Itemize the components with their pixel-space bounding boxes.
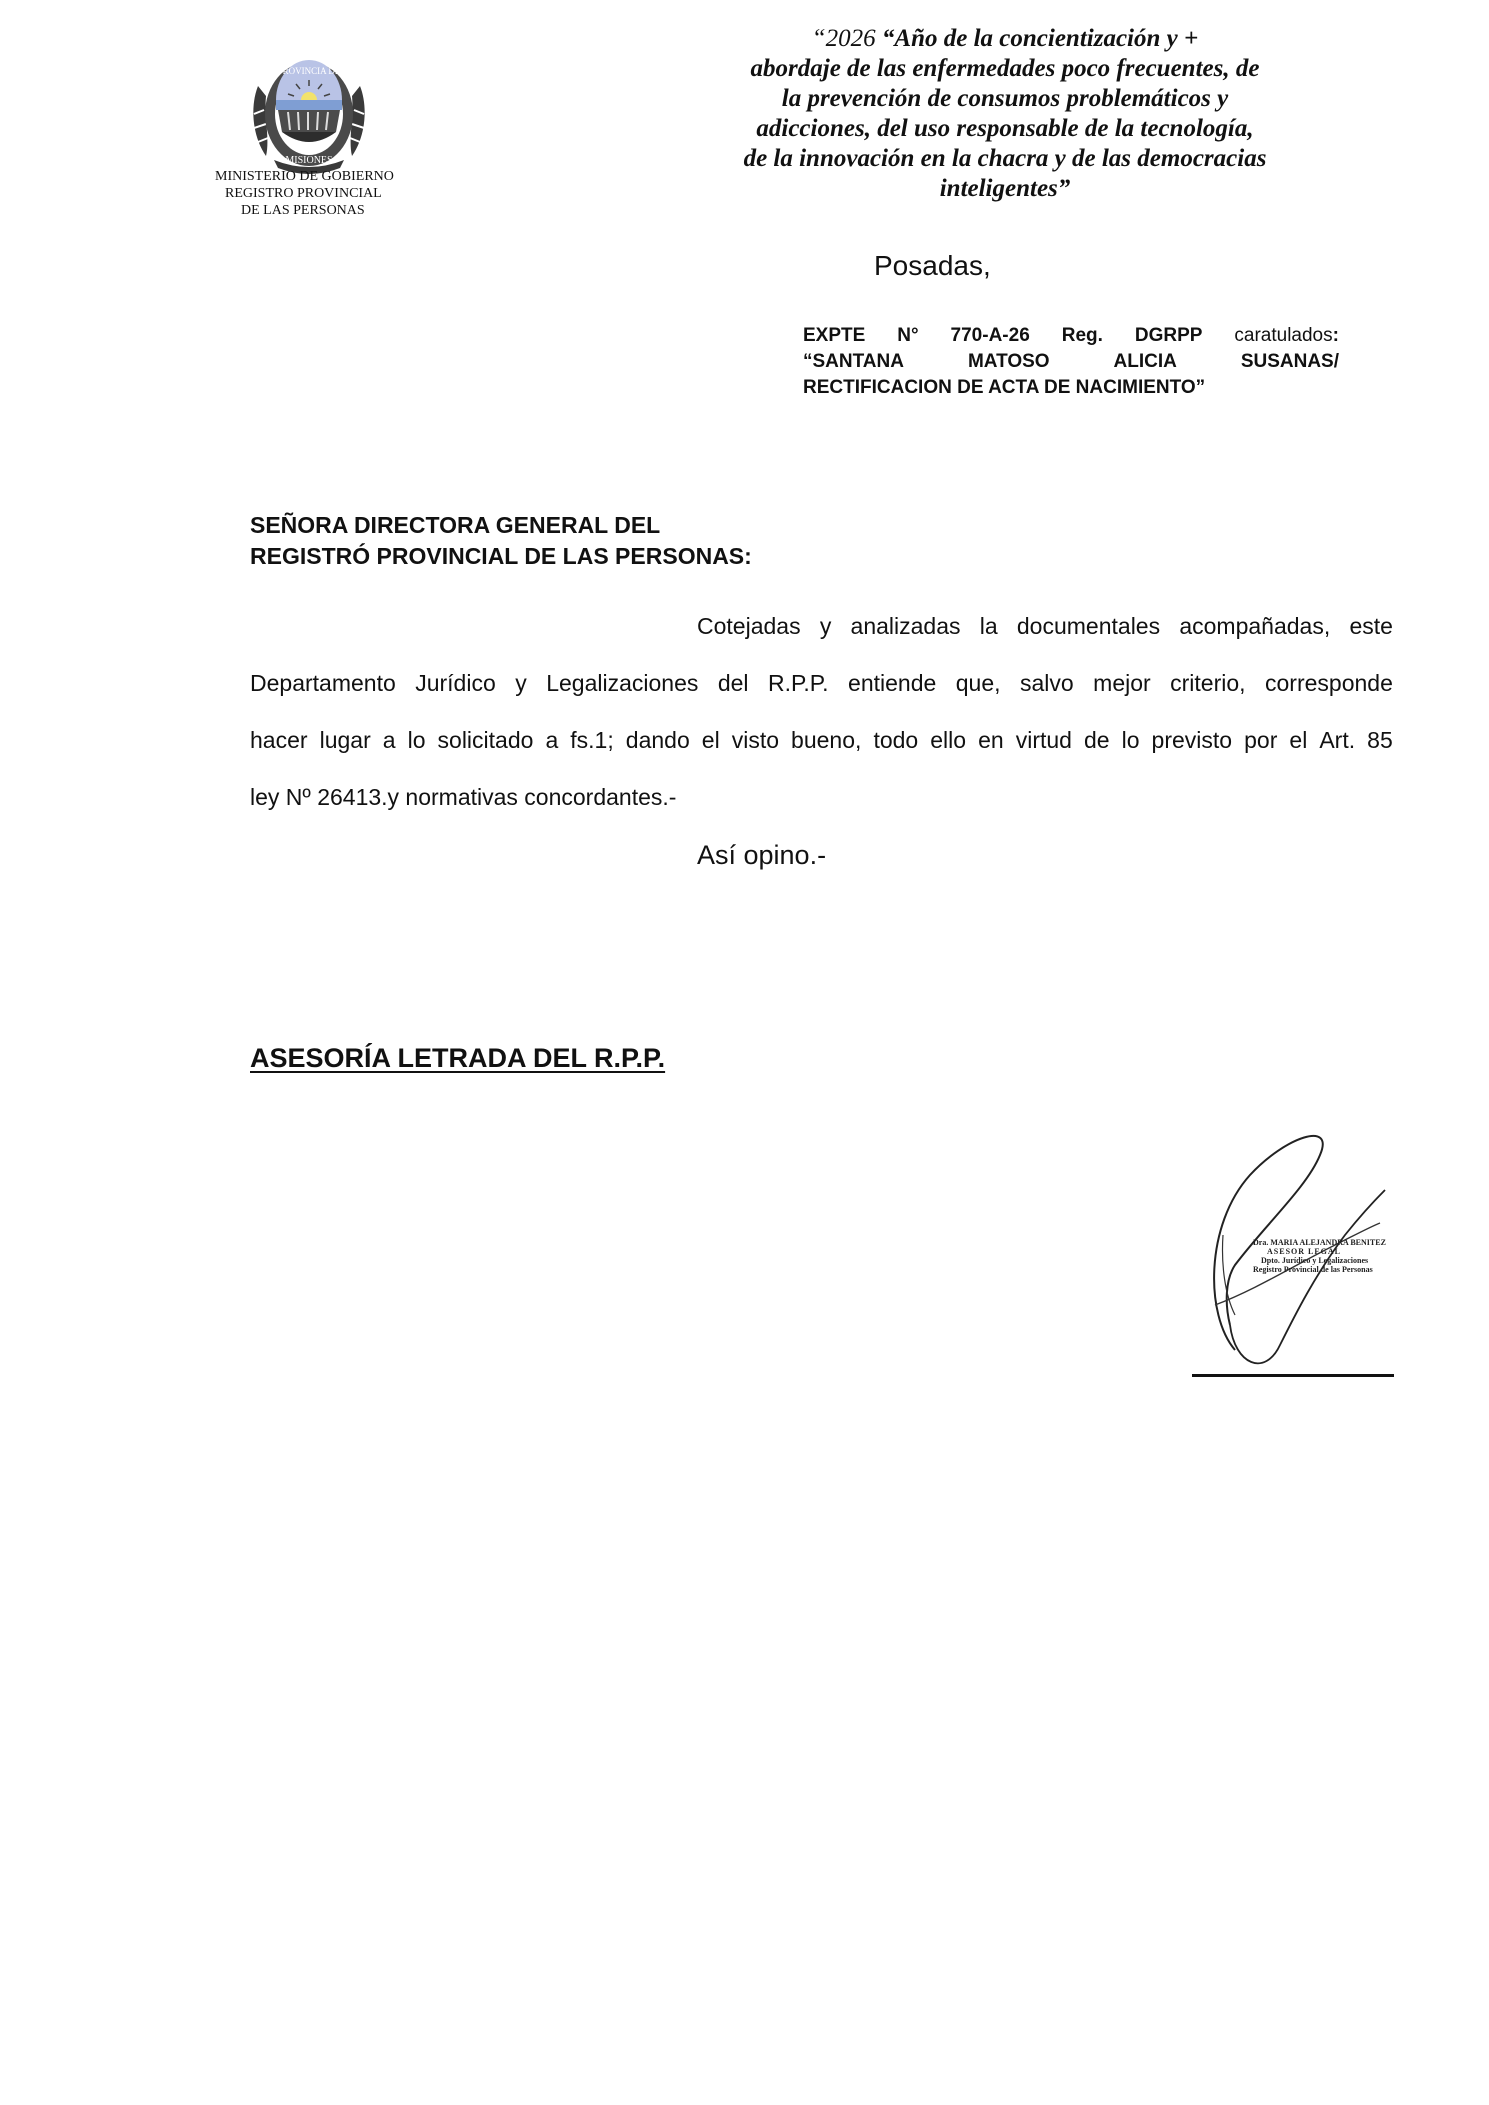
place-heading: Posadas, [874, 250, 991, 281]
expediente-word: DGRPP [1134, 325, 1203, 346]
motto-line: de la innovación en la chacra y de las democracias [743, 145, 1267, 172]
body-word: virtud [1015, 727, 1072, 753]
expediente-line-2 [803, 349, 1339, 375]
body-word: fs.1; [570, 727, 614, 753]
expediente-word: caratulados [1234, 325, 1333, 346]
stamp-line: Registro Provincial de las Personas [1253, 1265, 1373, 1274]
opinion-body [250, 606, 1393, 834]
motto-line: adicciones, del uso responsable de la tecnología, [756, 115, 1254, 142]
svg-text:MISIONES: MISIONES [285, 155, 333, 166]
expediente-colon: : [1332, 325, 1339, 346]
motto-year: “2026 [811, 25, 876, 52]
body-word: R.P.P. [768, 670, 829, 696]
body-word: lo [1121, 727, 1140, 753]
expediente-word: SUSANAS/ [1240, 351, 1339, 372]
closing-phrase: Así opino.- [697, 840, 827, 870]
body-word: criterio, [1170, 670, 1246, 696]
expediente-reference [803, 323, 1339, 401]
stamp-line: Dpto. Jurídico y Legalizaciones [1261, 1256, 1369, 1265]
expediente-word: ALICIA [1113, 351, 1177, 372]
body-word: solicitado [437, 727, 534, 753]
body-word: del [717, 670, 749, 696]
svg-text:PROVINCIA DE: PROVINCIA DE [277, 66, 341, 76]
expediente-word: N° [897, 325, 919, 346]
body-word: 85 [1367, 727, 1393, 753]
body-word: previsto [1151, 727, 1233, 753]
body-word: Art. [1319, 727, 1356, 753]
expediente-line-1 [803, 323, 1339, 349]
ministry-line: MINISTERIO DE GOBIERNO [215, 169, 394, 184]
expediente-caption [1234, 323, 1339, 349]
expediente-word: “SANTANA [803, 351, 904, 372]
body-word: mejor [1093, 670, 1151, 696]
body-word: salvo [1019, 670, 1074, 696]
expediente-word: MATOSO [967, 351, 1050, 372]
ministry-heading [215, 168, 425, 219]
official-year-motto [630, 24, 1380, 204]
body-word: analizadas [850, 613, 961, 639]
expediente-line-3: RECTIFICACION DE ACTA DE NACIMIENTO” [803, 377, 1206, 398]
body-word: lugar [319, 727, 371, 753]
body-word: el [701, 727, 720, 753]
body-word: hacer [250, 727, 308, 753]
body-line-4: ley Nº 26413.y normativas concordantes.- [250, 784, 677, 810]
expediente-number: 770-A-26 [950, 325, 1030, 346]
body-word: Departamento [250, 670, 396, 696]
body-line-2 [250, 663, 1393, 720]
body-word: por [1244, 727, 1278, 753]
body-word: Cotejadas [697, 613, 801, 639]
body-word: dando [625, 727, 690, 753]
stamp-line: ASESOR LEGAL [1267, 1247, 1342, 1256]
body-word: a [545, 727, 559, 753]
ministry-line: DE LAS PERSONAS [241, 203, 365, 218]
body-line-3 [250, 720, 1393, 777]
motto-line: inteligentes” [939, 175, 1071, 202]
body-word: ello [930, 727, 967, 753]
body-word: y [515, 670, 527, 696]
body-word: visto [731, 727, 780, 753]
body-word: a [382, 727, 396, 753]
signature-line [1192, 1374, 1394, 1377]
body-word: corresponde [1265, 670, 1393, 696]
addressee-line: SEÑORA DIRECTORA GENERAL DEL [250, 512, 661, 538]
signature-stamp [1253, 1238, 1393, 1274]
body-word: bueno, [791, 727, 862, 753]
body-word: de [1083, 727, 1110, 753]
body-word: lo [407, 727, 426, 753]
motto-line: abordaje de las enfermedades poco frecuentes, de [750, 55, 1260, 82]
ministry-line: REGISTRO PROVINCIAL [225, 186, 382, 201]
motto-line: “Año de la concientización y + [881, 25, 1199, 52]
body-word: documentales [1016, 613, 1161, 639]
body-line-1 [250, 606, 1393, 663]
body-word: y [819, 613, 832, 639]
body-word: la [979, 613, 998, 639]
stamp-line: Dra. MARIA ALEJANDRA BENITEZ [1253, 1238, 1386, 1247]
body-word: todo [873, 727, 919, 753]
body-word: Jurídico [415, 670, 496, 696]
body-word: el [1289, 727, 1308, 753]
motto-line: la prevención de consumos problemáticos y [781, 85, 1229, 112]
body-word: Legalizaciones [546, 670, 699, 696]
addressee [250, 510, 752, 572]
province-seal-icon [248, 56, 370, 174]
body-word: este [1349, 613, 1393, 639]
signatory-office-title: ASESORÍA LETRADA DEL R.P.P. [250, 1043, 666, 1073]
body-word: que, [955, 670, 1001, 696]
body-word: en [978, 727, 1004, 753]
body-word: acompañadas, [1179, 613, 1331, 639]
body-word: entiende [848, 670, 937, 696]
expediente-word: EXPTE [803, 325, 866, 346]
expediente-word: Reg. [1061, 325, 1103, 346]
addressee-line: REGISTRÓ PROVINCIAL DE LAS PERSONAS: [250, 543, 752, 569]
